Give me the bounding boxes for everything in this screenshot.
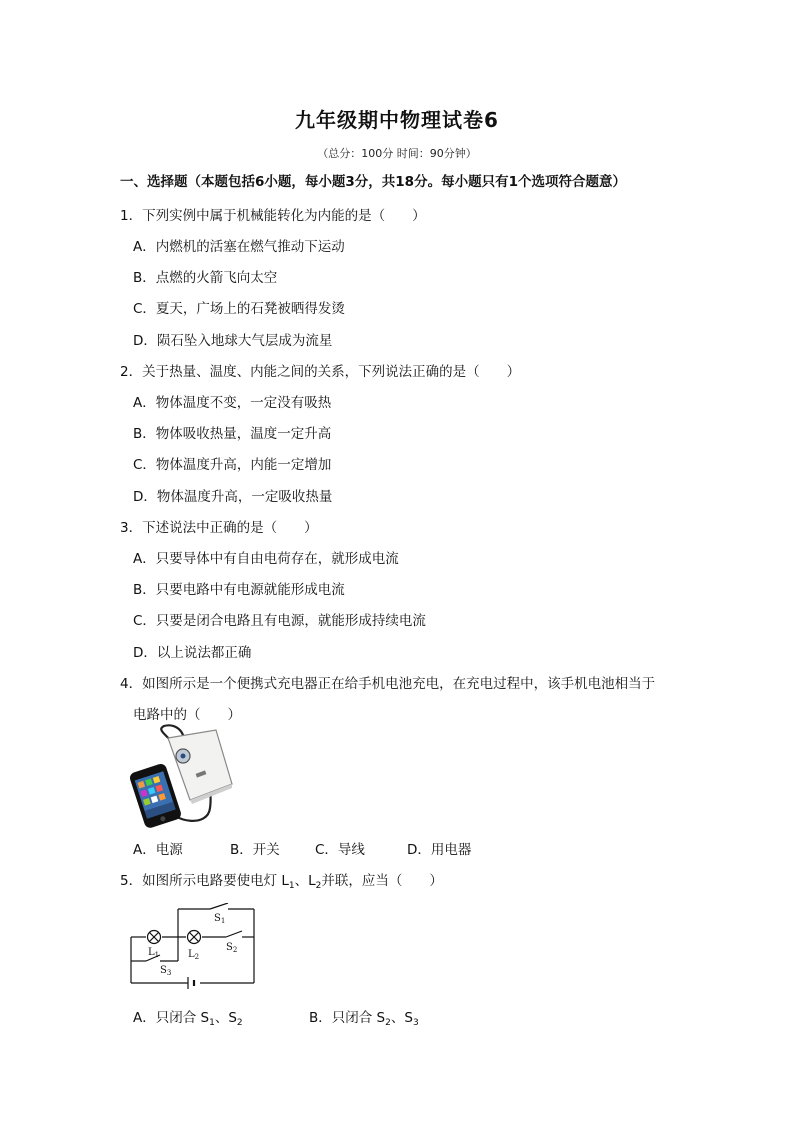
question-2-stem: 2．关于热量、温度、内能之间的关系，下列说法正确的是（ ） — [120, 364, 521, 380]
question-3-option-b: B．只要电路中有电源就能形成电流 — [133, 582, 345, 598]
question-2-option-a: A．物体温度不变，一定没有吸热 — [133, 395, 332, 411]
section-heading: 一、选择题（本题包括6小题，每小题3分，共18分。每小题只有1个选项符合题意） — [120, 174, 626, 190]
lamp-l1-label: $L_1$ — [148, 947, 160, 959]
charger-phone-illustration — [128, 724, 238, 830]
question-5-option-a — [133, 1006, 243, 1028]
question-2-option-b: B．物体吸收热量，温度一定升高 — [133, 426, 332, 442]
question-1-option-a: A．内燃机的活塞在燃气推动下运动 — [133, 239, 345, 255]
question-5-option-b-sub1: 2 — [385, 1018, 391, 1028]
question-4-option-b: B．开关 — [230, 842, 280, 858]
question-5-stem-suffix: 并联，应当（ ） — [321, 873, 443, 889]
question-3-option-c: C．只要是闭合电路且有电源，就能形成持续电流 — [133, 613, 426, 629]
question-3-option-d: D．以上说法都正确 — [133, 645, 252, 661]
question-5-option-a-sep: 、S — [214, 1010, 237, 1026]
question-5-option-b — [309, 1006, 419, 1028]
switch-s2-label: $S_2$ — [226, 942, 238, 954]
question-4-stem: 4．如图所示是一个便携式充电器正在给手机电池充电，在充电过程中，该手机电池相当于 — [120, 676, 656, 692]
question-5-l1-subscript: 1 — [288, 881, 295, 891]
question-1-option-c: C．夏天，广场上的石凳被晒得发烫 — [133, 301, 345, 317]
question-5-stem-mid: 、L — [294, 873, 316, 889]
question-4-option-d: D．用电器 — [407, 842, 472, 858]
page-title: 九年级期中物理试卷6 — [295, 108, 499, 132]
question-5-stem-prefix: 5．如图所示电路要使电灯 L — [120, 873, 289, 889]
lamp-l1-icon — [148, 931, 161, 944]
question-5-option-a-prefix: A．只闭合 S — [133, 1010, 210, 1026]
circuit-diagram — [128, 903, 260, 989]
page-subtitle: （总分：100分 时间：90分钟） — [317, 147, 477, 160]
lamp-l2-icon — [188, 931, 201, 944]
question-5-option-b-prefix: B．只闭合 S — [309, 1010, 386, 1026]
question-2-option-d: D．物体温度升高，一定吸收热量 — [133, 489, 333, 505]
question-5-option-a-sub1: 1 — [209, 1018, 215, 1028]
question-1-option-b: B．点燃的火箭飞向太空 — [133, 270, 278, 286]
question-5-option-b-sub2: 3 — [412, 1018, 419, 1028]
switch-s1-label: $S_1$ — [214, 913, 226, 925]
question-1-stem: 1．下列实例中属于机械能转化为内能的是（ ） — [120, 208, 426, 224]
question-5-option-a-sub2: 2 — [236, 1018, 243, 1028]
lamp-l2-label: $L_2$ — [188, 949, 200, 961]
question-5-l2-subscript: 2 — [315, 881, 322, 891]
question-4-option-c: C．导线 — [315, 842, 365, 858]
question-5-stem — [120, 869, 443, 891]
question-4-option-a: A．电源 — [133, 842, 183, 858]
question-5-option-b-sep: 、S — [390, 1010, 413, 1026]
question-3-stem: 3．下述说法中正确的是（ ） — [120, 520, 318, 536]
question-3-option-a: A．只要导体中有自由电荷存在，就形成电流 — [133, 551, 399, 567]
question-4-stem-continued: 电路中的（ ） — [133, 707, 241, 723]
switch-s3-label: $S_3$ — [160, 965, 172, 977]
question-2-option-c: C．物体温度升高，内能一定增加 — [133, 457, 332, 473]
question-1-option-d: D．陨石坠入地球大气层成为流星 — [133, 333, 333, 349]
